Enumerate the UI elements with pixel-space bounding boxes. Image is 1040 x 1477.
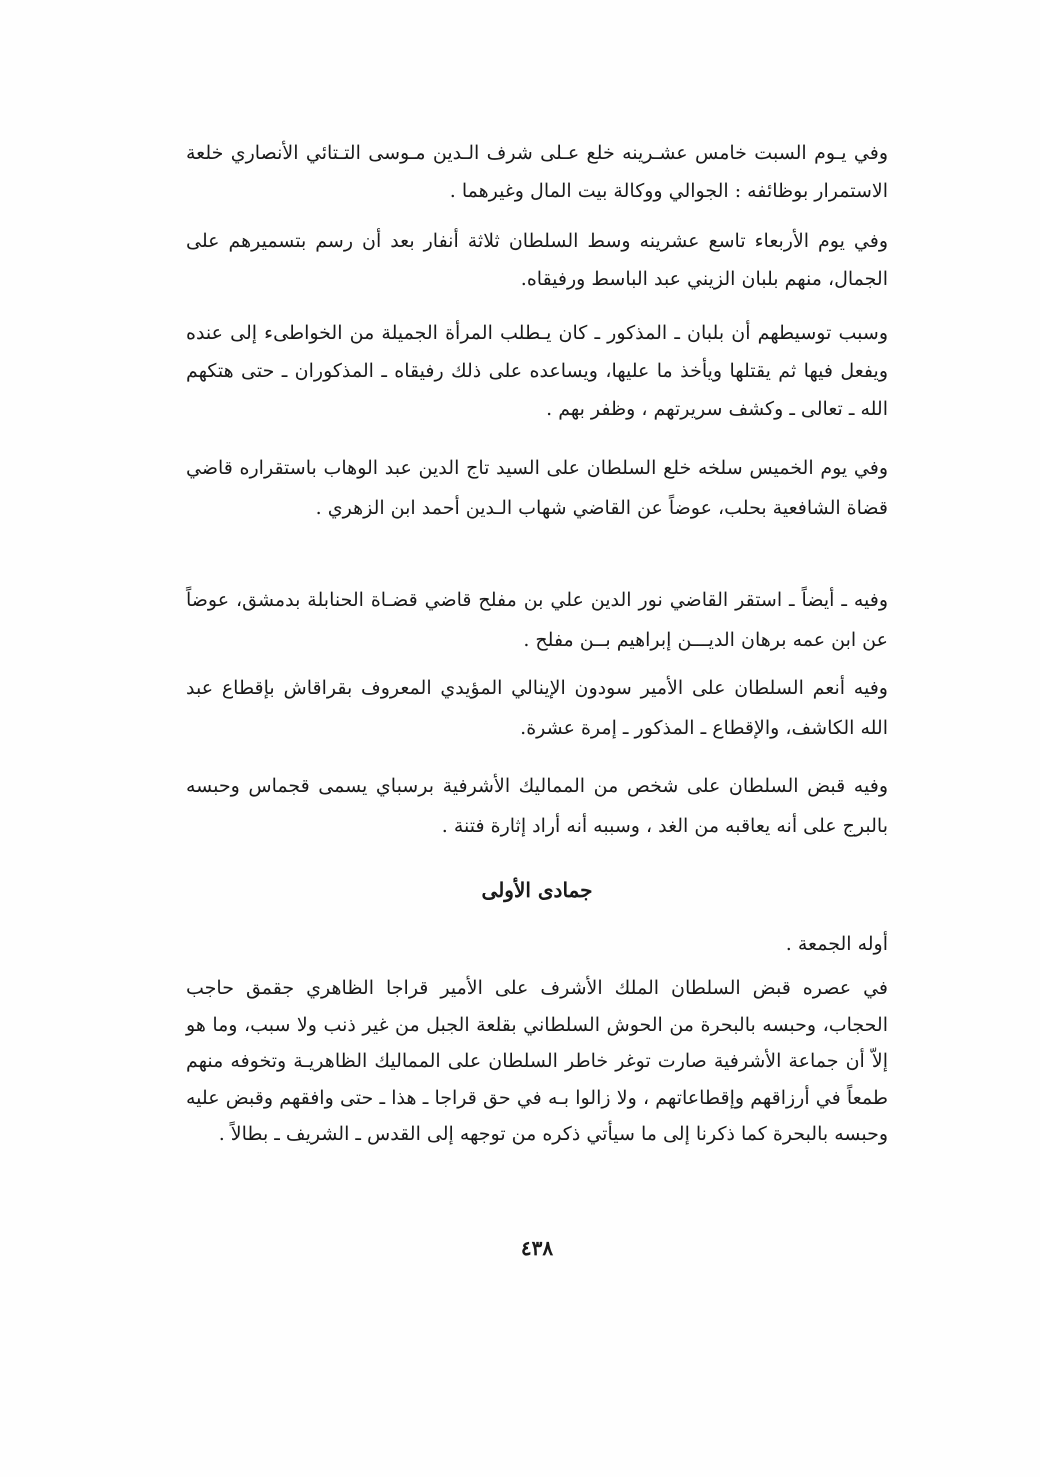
section-paragraph: في عصره قبض السلطان الملك الأشرف على الأمير قراجا الظاهري جقمق حاجب الحجاب، وحبسه بالبحرة من الحوش السلطاني بقلعة الجبل من غير ذنب ولا سبب، وما هو إلاّ أن جماعة الأشرفية صارت توغر خاطر السلطان على المماليك الظاهريـة وتخوفه منهم طمعاً في أرزاقهم وإقطاعاتهم ، ولا زالوا بـه في حق قراجا ـ هذا ـ حتى وافقهم وقبض عليه وحبسه بالبحرة كما ذكرنا إلى ما سيأتي ذكره من توجهه إلى القدس ـ الشريف ـ بطالاً .: [186, 977, 888, 1145]
paragraph: وفي يوم الخميس سلخه خلع السلطان على السيد تاج الدين عبد الوهاب باستقراره قاضي قضاة الشافعية بحلب، عوضاً عن القاضي شهاب الـدين أحمد ابن الزهري .: [186, 457, 888, 519]
paragraph: وفي يوم الأربعاء تاسع عشرينه وسط السلطان ثلاثة أنفار بعد أن رسم بتسميرهم على الجمال، منهم بلبان الزيني عبد الباسط ورفيقاه.: [186, 230, 888, 290]
section-heading: جمادى الأولى: [481, 878, 593, 902]
paragraph: وفيه ـ أيضاً ـ استقر القاضي نور الدين علي بن مفلح قاضي قضـاة الحنابلة بدمشق، عوضاً عن ابن عمه برهان الديـــن إبراهيم بــن مفلح .: [186, 589, 888, 651]
paragraph: وفيه أنعم السلطان على الأمير سودون الإينالي المؤيدي المعروف بقراقاش بإقطاع عبد الله الكاشف، والإقطاع ـ المذكور ـ إمرة عشرة.: [186, 677, 888, 739]
section-first-line: أوله الجمعة .: [785, 933, 888, 955]
paragraph: وفيه قبض السلطان على شخص من المماليك الأشرفية برسباي يسمى قجماس وحبسه بالبرج على أنه يعاقبه من الغد ، وسببه أنه أراد إثارة فتنة .: [186, 775, 888, 837]
paragraph: وفي يـوم السبت خامس عشـرينه خلع عـلى شرف الـدين مـوسى التـتائي الأنصاري خلعة الاستمرار بوظائفه : الجوالي ووكالة بيت المال وغيرهما .: [186, 142, 888, 202]
paragraph: وسبب توسيطهم أن بلبان ـ المذكور ـ كان يـطلب المرأة الجميلة من الخواطىء إلى عنده ويفعل فيها ثم يقتلها ويأخذ ما عليها، ويساعده على ذلك رفيقاه ـ المذكوران ـ حتى هتكهم الله ـ تعالى ـ وكشف سريرتهم ، وظفر بهم .: [186, 322, 888, 420]
page-number: ٤٣٨: [520, 1236, 554, 1260]
